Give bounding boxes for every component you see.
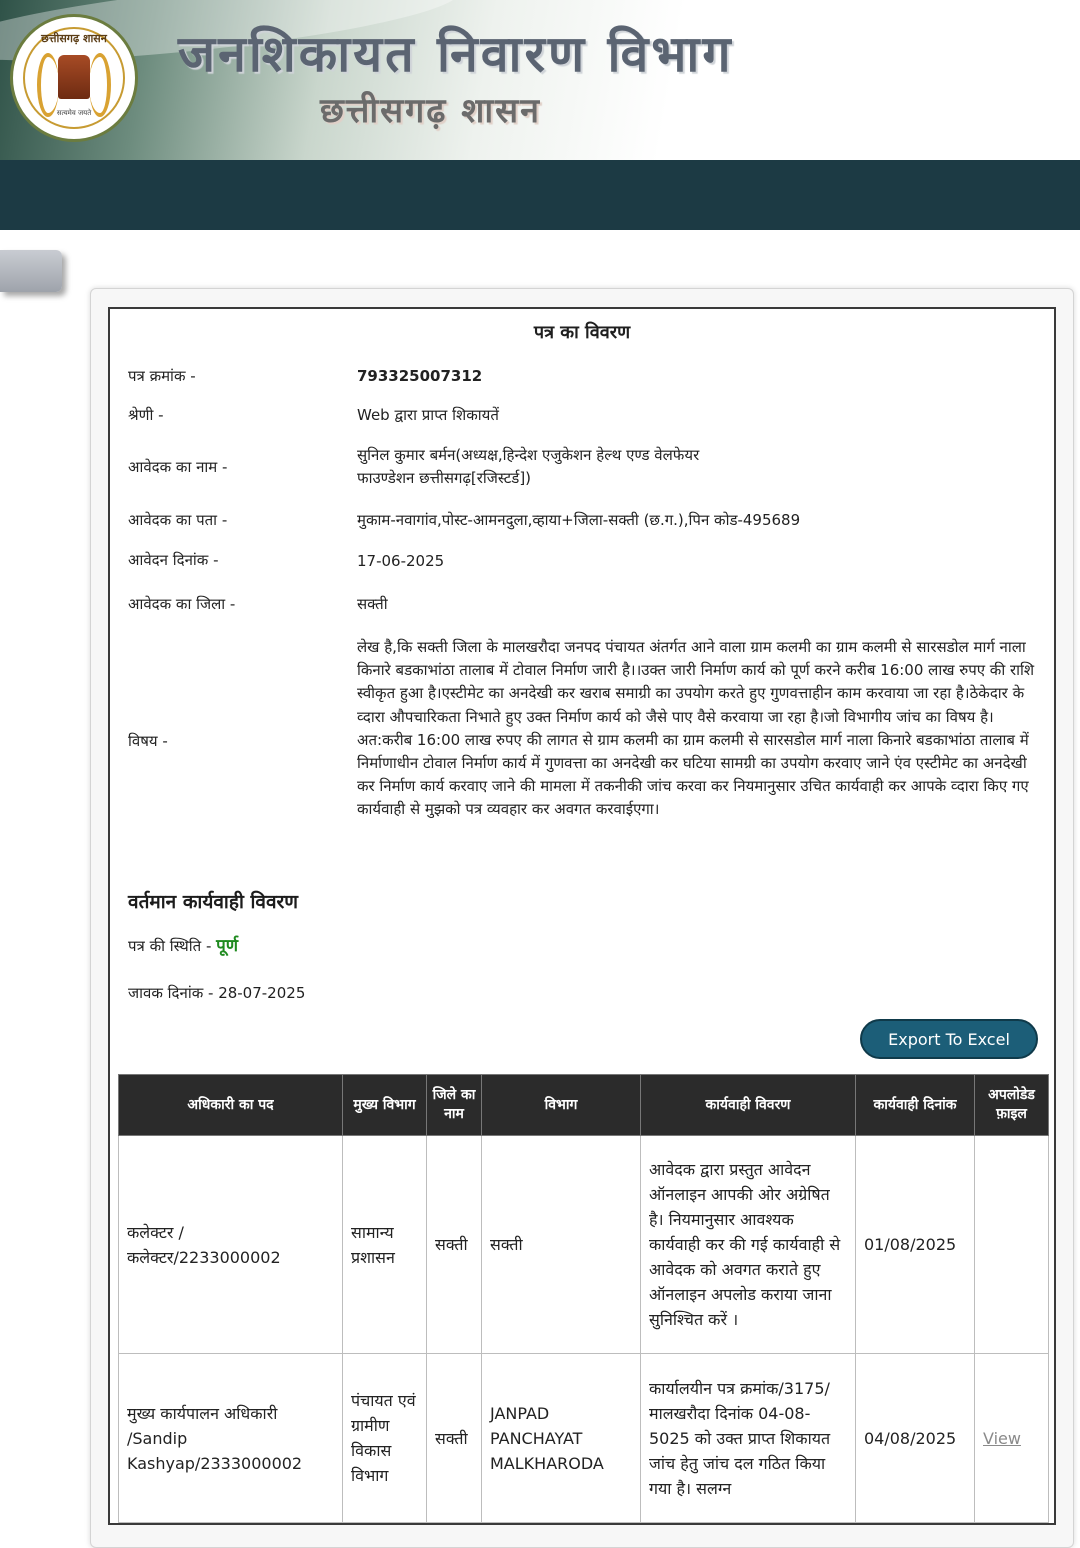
jawak-date [128, 983, 305, 1003]
header-department: विभाग [482, 1075, 641, 1136]
header-action-date: कार्यवाही दिनांक [856, 1075, 975, 1136]
applicant-address-label: आवेदक का पता - [128, 511, 228, 529]
jawak-date-label: जावक दिनांक - [128, 984, 219, 1002]
logo-text: छत्तीसगढ़ शासन [41, 32, 107, 45]
letter-status [128, 933, 238, 956]
view-file-link[interactable]: View [983, 1428, 1021, 1448]
applicant-name-value [357, 444, 699, 490]
letter-number-value: 793325007312 [357, 367, 483, 385]
ashoka-emblem-icon [58, 55, 90, 99]
header-uploaded-file: अपलोडेड फ़ाइल [975, 1075, 1049, 1136]
category-label: श्रेणी - [128, 406, 164, 424]
header-action-details: कार्यवाही विवरण [641, 1075, 856, 1136]
cell-district: सक्ती [427, 1136, 482, 1354]
cell-department: सक्ती [482, 1136, 641, 1354]
status-badge: पूर्ण [216, 936, 239, 956]
applicant-name-line-1: सुनिल कुमार बर्मन(अध्यक्ष,हिन्देश एजुकेशन हेल्थ एण्ड वेलफेयर [357, 446, 700, 464]
wreath-left-icon [37, 53, 59, 117]
navigation-bar-edge [0, 160, 1080, 230]
applicant-district-label: आवेदक का जिला - [128, 595, 236, 613]
table-header-row [119, 1075, 1049, 1136]
category-value: Web द्वारा प्राप्त शिकायतें [357, 406, 499, 424]
table-row [119, 1354, 1049, 1523]
cell-officer: मुख्य कार्यपालन अधिकारी /Sandip Kashyap/2333000002 [119, 1354, 343, 1523]
cell-district: सक्ती [427, 1354, 482, 1523]
subject-label: विषय - [128, 732, 168, 750]
cell-main-department: पंचायत एवं ग्रामीण विकास विभाग [343, 1354, 427, 1523]
header-officer: अधिकारी का पद [119, 1075, 343, 1136]
header-district: जिले का नाम [427, 1075, 482, 1136]
table-row [119, 1136, 1049, 1354]
jawak-date-value: 28-07-2025 [218, 984, 306, 1002]
side-menu-tab[interactable] [0, 250, 62, 292]
application-date-value: 17-06-2025 [357, 552, 445, 570]
current-action-heading: वर्तमान कार्यवाही विवरण [128, 891, 299, 913]
government-emblem-logo [10, 14, 138, 142]
site-subtitle: छत्तीसगढ़ शासन [320, 91, 542, 131]
logo-motto: सत्यमेव जयते [56, 109, 92, 117]
cell-uploaded-file [975, 1136, 1049, 1354]
cell-action-details: आवेदक द्वारा प्रस्तुत आवेदन ऑनलाइन आपकी ओर अग्रेषित है। नियमानुसार आवश्यक कार्यवाही कर की गई कार्यवाही से आवेदक को अवगत कराते हुए ऑनलाइन अपलोड कराया जाना सुनिश्चित करें । [641, 1136, 856, 1354]
cell-action-date: 04/08/2025 [856, 1354, 975, 1523]
applicant-district-value: सक्ती [357, 595, 388, 613]
letter-number-label: पत्र क्रमांक - [128, 367, 196, 385]
cell-uploaded-file [975, 1354, 1049, 1523]
cell-main-department: सामान्य प्रशासन [343, 1136, 427, 1354]
applicant-address-value: मुकाम-नवागांव,पोस्ट-आमनदुला,व्हाया+जिला-सक्ती (छ.ग.),पिन कोड-495689 [357, 511, 801, 529]
letter-details-title: पत्र का विवरण [533, 322, 631, 343]
header-main-department: मुख्य विभाग [343, 1075, 427, 1136]
letter-status-label: पत्र की स्थिति - [128, 937, 217, 955]
cell-action-details: कार्यालयीन पत्र क्रमांक/3175/ मालखरौदा दिनांक 04-08-5025 को उक्त प्राप्त शिकायत जांच हेतु जांच दल गठित किया गया है। सलग्न [641, 1354, 856, 1523]
wreath-right-icon [89, 53, 111, 117]
applicant-name-line-2: फाउण्डेशन छत्तीसगढ़[रजिस्टर्ड]) [357, 469, 532, 487]
action-history-table [118, 1074, 1049, 1523]
site-title: जनशिकायत निवारण विभाग [178, 24, 734, 83]
cell-officer: कलेक्टर / कलेक्टर/2233000002 [119, 1136, 343, 1354]
export-to-excel-button[interactable]: Export To Excel [860, 1019, 1038, 1059]
cell-department: JANPAD PANCHAYAT MALKHARODA [482, 1354, 641, 1523]
cell-action-date: 01/08/2025 [856, 1136, 975, 1354]
application-date-label: आवेदन दिनांक - [128, 551, 219, 569]
applicant-name-label: आवेदक का नाम - [128, 458, 228, 476]
subject-value: लेख है,कि सक्ती जिला के मालखरौदा जनपद पंचायत अंतर्गत आने वाला ग्राम कलमी का ग्राम कलमी से सारसडोल मार्ग नाला किनारे बडकाभांठा तालाब में टोवाल निर्माण जारी है।।उक्त जारी निर्माण कार्य को पूर्ण करने करीब 16:00 लाख रुपए की राशि स्वीकृत हुआ है।एस्टीमेट का अनदेखी कर खराब समाग्री का उपयोग करते हुए गुणवत्ताहीन काम करवाया जा रहा है।ठेकेदार के व्दारा औपचारिकता निभाते हुए उक्त निर्माण कार्य को जैसे पाए वैसे करवाया जा रहा है।जो विभागीय जांच का विषय है।अत:करीब 16:00 लाख रुपए की लागत से ग्राम कलमी का ग्राम कलमी से सारसडोल मार्ग नाला किनारे बडकाभांठा तालाब में निर्माणाधीन टोवाल निर्माण कार्य में गुणवत्ता का अनदेखी कर घटिया सामग्री का उपयोग करवाए जाने एंव एस्टीमेट का अनदेखी कर निर्माण कार्य करवाए जाने की मामला में तकनीकी जांच करवा कर नियमानुसार उचित कार्यवाही कर आपके व्दारा किए गए कार्यवाही से मुझको पत्र व्यवहार कर अवगत करवाईएगा। [357, 638, 1035, 819]
